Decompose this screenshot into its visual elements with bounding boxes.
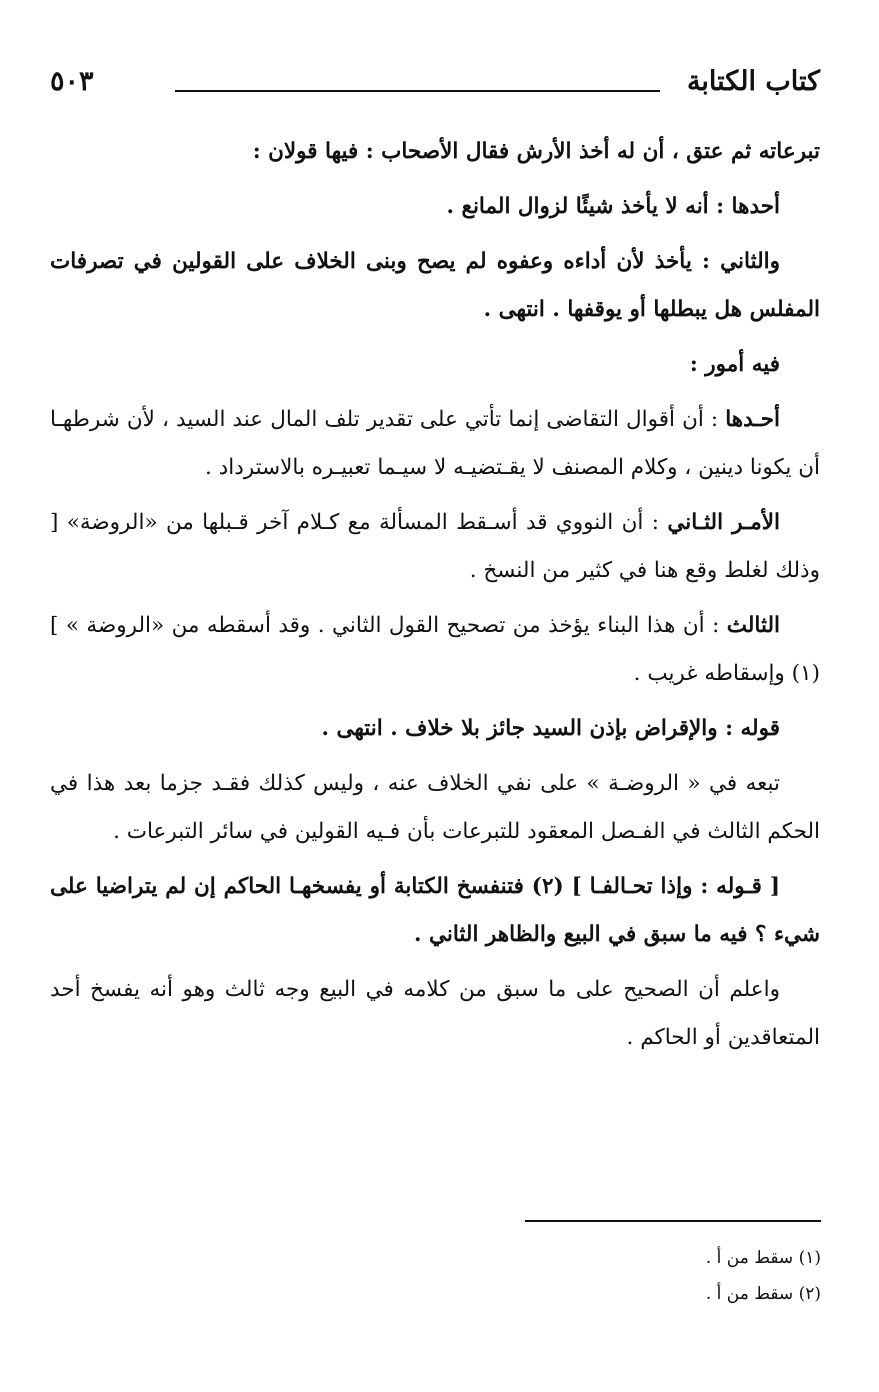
footnote: (٢) سقط من أ . [705,1284,821,1304]
paragraph [50,396,820,492]
paragraph: [ قـوله : وإذا تحـالفـا ] (٢) فتنفسخ الكتابة أو يفسخهـا الحاكم إن لم يتراضيا على شيء ؟ فيه ما سبق في البيع والظاهر الثاني . [50,874,820,947]
paragraph-lead: أحـدها [725,407,780,432]
paragraph: فيه أمور : [689,352,780,377]
footnote: (١) سقط من أ . [705,1248,821,1268]
main-text [50,128,820,1069]
paragraph: واعلم أن الصحيح على ما سبق من كلامه في البيع وجه ثالث وهو أنه يفسخ أحد المتعاقدين أو الحاكم . [50,977,820,1050]
paragraph-lead: الأمـر الثـاني [667,510,780,535]
page-number: ٥٠٣ [50,66,94,97]
paragraph [50,602,820,698]
paragraph: أحدها : أنه لا يأخذ شيئًا لزوال المانع . [446,194,780,219]
paragraph-body: : أن النووي قد أسـقط المسألة مع كـلام آخر قـبلها من «الروضة» [ وذلك لغلط وقع هنا في كثير من النسخ . [50,510,820,583]
paragraph: تبعه في « الروضـة » على نفي الخلاف عنه ، وليس كذلك فقـد جزما بعد هذا في الحكم الثالث في الفـصل المعقود للتبرعات بأن فـيه القولين في سائر التبرعات . [50,771,820,844]
paragraph: قوله : والإقراض بإذن السيد جائز بلا خلاف . انتهى . [321,716,780,741]
running-title: كتاب الكتابة [686,66,820,97]
paragraph-body: : أن هذا البناء يؤخذ من تصحيح القول الثاني . وقد أسقطه من «الروضة » ] (١) وإسقاطه غريب . [50,613,820,686]
header-rule [175,90,660,92]
page-header [50,62,820,102]
paragraph-lead: الثالث [726,613,780,638]
paragraph-body: : أن أقوال التقاضى إنما تأتي على تقدير تلف المال عند السيد ، لأن شرطهـا أن يكونا دينين ، وكلام المصنف لا يقـتضيـه لا سيـما تعبيـره بالاسترداد . [50,407,820,480]
footnote-rule [525,1220,821,1222]
paragraph: تبرعاته ثم عتق ، أن له أخذ الأرش فقال الأصحاب : فيها قولان : [252,139,820,164]
paragraph: والثاني : يأخذ لأن أداءه وعفوه لم يصح وبنى الخلاف على القولين في تصرفات المفلس هل يبطلها أو يوقفها . انتهى . [50,249,820,322]
footnotes [421,1240,821,1312]
paragraph [50,499,820,595]
